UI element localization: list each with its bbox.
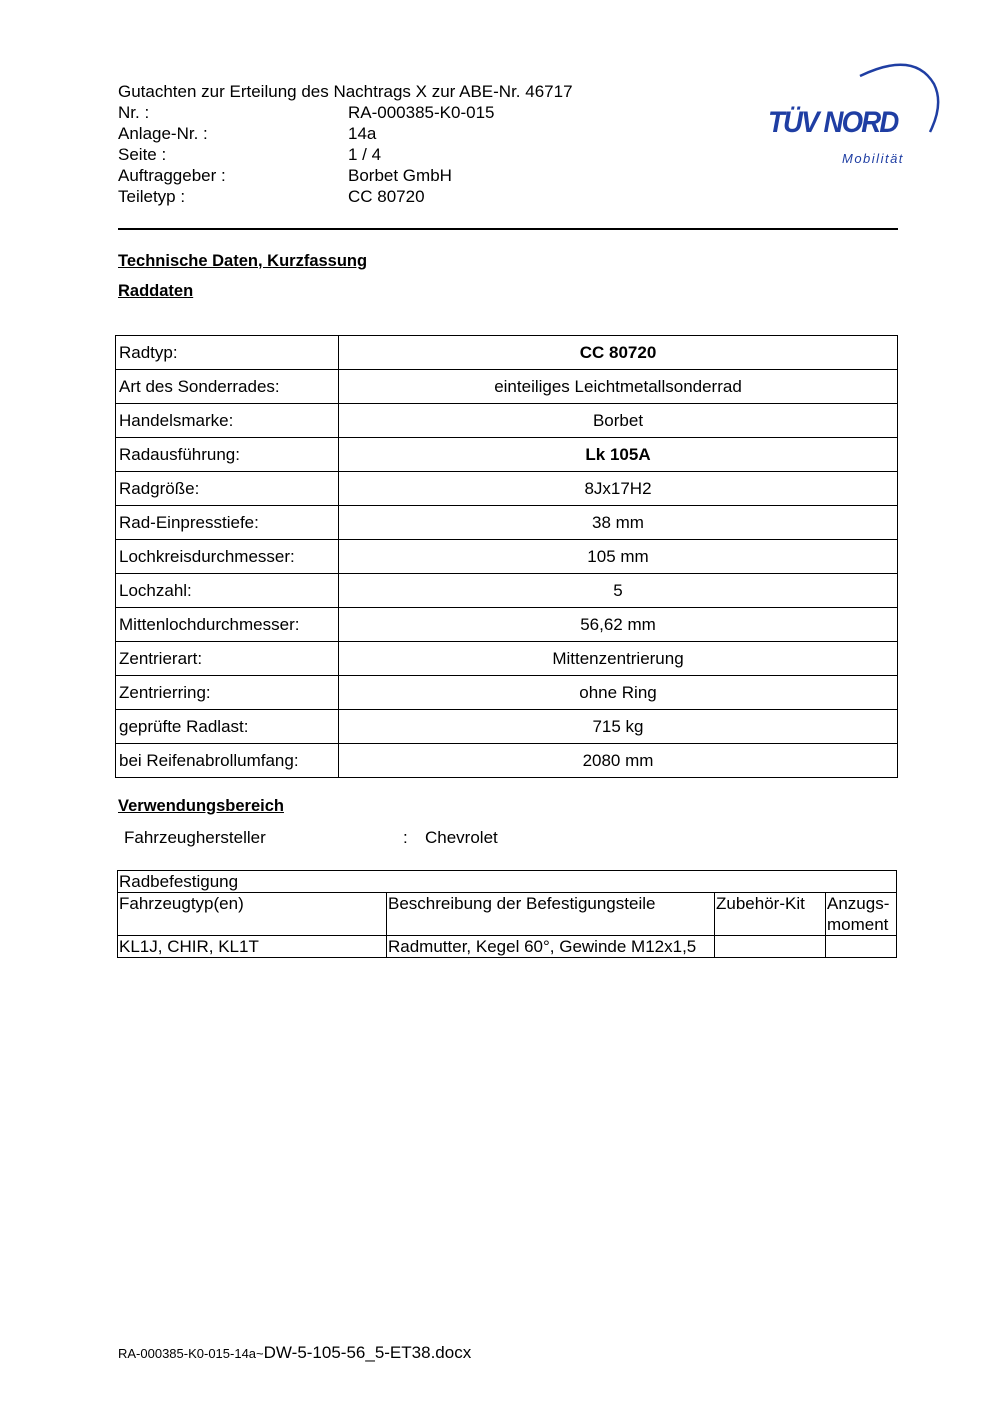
manufacturer-colon: : bbox=[403, 828, 408, 847]
manufacturer-label: Fahrzeughersteller bbox=[124, 828, 266, 847]
meta-row-auftraggeber bbox=[118, 165, 678, 186]
row-value: 38 mm bbox=[339, 506, 898, 540]
section-technical-title: Technische Daten, Kurzfassung bbox=[118, 252, 368, 270]
row-label: Rad-Einpresstiefe: bbox=[116, 506, 339, 540]
row-label: Lochzahl: bbox=[116, 574, 339, 608]
row-value: 8Jx17H2 bbox=[339, 472, 898, 506]
footer-reference: RA-000385-K0-015-14a~ bbox=[118, 1346, 264, 1361]
meta-row-nr bbox=[118, 102, 678, 123]
cell-vehicle-type: KL1J, CHIR, KL1T bbox=[118, 936, 387, 958]
row-value: 105 mm bbox=[339, 540, 898, 574]
meta-value: 14a bbox=[348, 124, 377, 143]
logo-wordmark: TÜV NORD bbox=[768, 106, 898, 139]
mounting-table bbox=[117, 870, 897, 958]
column-header-accessory-kit: Zubehör-Kit bbox=[715, 893, 826, 936]
table-row bbox=[118, 936, 897, 958]
meta-row-anlage bbox=[118, 123, 678, 144]
meta-label: Anlage-Nr. : bbox=[118, 124, 208, 143]
row-value: CC 80720 bbox=[339, 336, 898, 370]
row-value: 56,62 mm bbox=[339, 608, 898, 642]
column-header-description: Beschreibung der Befestigungsteile bbox=[387, 893, 715, 936]
header-divider bbox=[118, 228, 898, 230]
table-row bbox=[116, 370, 898, 404]
cell-torque bbox=[826, 936, 897, 958]
column-header-torque: Anzugs- moment bbox=[826, 893, 897, 936]
table-title-row bbox=[118, 871, 897, 893]
meta-value: CC 80720 bbox=[348, 187, 425, 206]
meta-label: Nr. : bbox=[118, 103, 150, 122]
page-footer bbox=[118, 1343, 471, 1363]
table-row bbox=[116, 676, 898, 710]
meta-row-seite bbox=[118, 144, 678, 165]
row-label: Radtyp: bbox=[116, 336, 339, 370]
meta-value: RA-000385-K0-015 bbox=[348, 103, 495, 122]
row-label: Radgröße: bbox=[116, 472, 339, 506]
row-value: Lk 105A bbox=[339, 438, 898, 472]
table-row bbox=[116, 506, 898, 540]
row-value: Borbet bbox=[339, 404, 898, 438]
section-wheel-title: Raddaten bbox=[118, 282, 194, 300]
table-header-row bbox=[118, 893, 897, 936]
footer-filename: DW-5-105-56_5-ET38.docx bbox=[263, 1343, 472, 1362]
cell-description: Radmutter, Kegel 60°, Gewinde M12x1,5 bbox=[387, 936, 715, 958]
table-row bbox=[116, 540, 898, 574]
table-row bbox=[116, 438, 898, 472]
table-row bbox=[116, 472, 898, 506]
meta-label: Teiletyp : bbox=[118, 187, 186, 206]
row-value: ohne Ring bbox=[339, 676, 898, 710]
row-label: Handelsmarke: bbox=[116, 404, 339, 438]
section-usage-title: Verwendungsbereich bbox=[118, 797, 284, 815]
row-value: 2080 mm bbox=[339, 744, 898, 778]
meta-value: Borbet GmbH bbox=[348, 166, 452, 185]
row-value: 715 kg bbox=[339, 710, 898, 744]
manufacturer-value: Chevrolet bbox=[425, 828, 498, 847]
row-value: einteiliges Leichtmetallsonderrad bbox=[339, 370, 898, 404]
table-row bbox=[116, 710, 898, 744]
row-label: Lochkreisdurchmesser: bbox=[116, 540, 339, 574]
row-label: Radausführung: bbox=[116, 438, 339, 472]
table-row bbox=[116, 642, 898, 676]
table-row bbox=[116, 404, 898, 438]
row-value: 5 bbox=[339, 574, 898, 608]
row-label: Zentrierart: bbox=[116, 642, 339, 676]
row-value: Mittenzentrierung bbox=[339, 642, 898, 676]
wheel-data-table bbox=[115, 335, 898, 778]
tuv-nord-logo bbox=[764, 56, 944, 171]
row-label: geprüfte Radlast: bbox=[116, 710, 339, 744]
document-header bbox=[118, 81, 678, 207]
row-label: Mittenlochdurchmesser: bbox=[116, 608, 339, 642]
row-label: Zentrierring: bbox=[116, 676, 339, 710]
manufacturer-row bbox=[124, 828, 498, 848]
meta-label: Auftraggeber : bbox=[118, 166, 226, 185]
column-header-vehicle-type: Fahrzeugtyp(en) bbox=[118, 893, 387, 936]
document-title: Gutachten zur Erteilung des Nachtrags X zur ABE-Nr. 46717 bbox=[118, 82, 573, 101]
row-label: bei Reifenabrollumfang: bbox=[116, 744, 339, 778]
cell-accessory-kit bbox=[715, 936, 826, 958]
meta-value: 1 / 4 bbox=[348, 145, 382, 164]
row-label: Art des Sonderrades: bbox=[116, 370, 339, 404]
logo-subtitle: Mobilität bbox=[842, 151, 904, 166]
meta-label: Seite : bbox=[118, 145, 167, 164]
meta-row-teiletyp bbox=[118, 186, 678, 207]
table-row bbox=[116, 744, 898, 778]
table-row bbox=[116, 336, 898, 370]
table-row bbox=[116, 574, 898, 608]
mounting-table-title: Radbefestigung bbox=[118, 871, 897, 893]
table-row bbox=[116, 608, 898, 642]
